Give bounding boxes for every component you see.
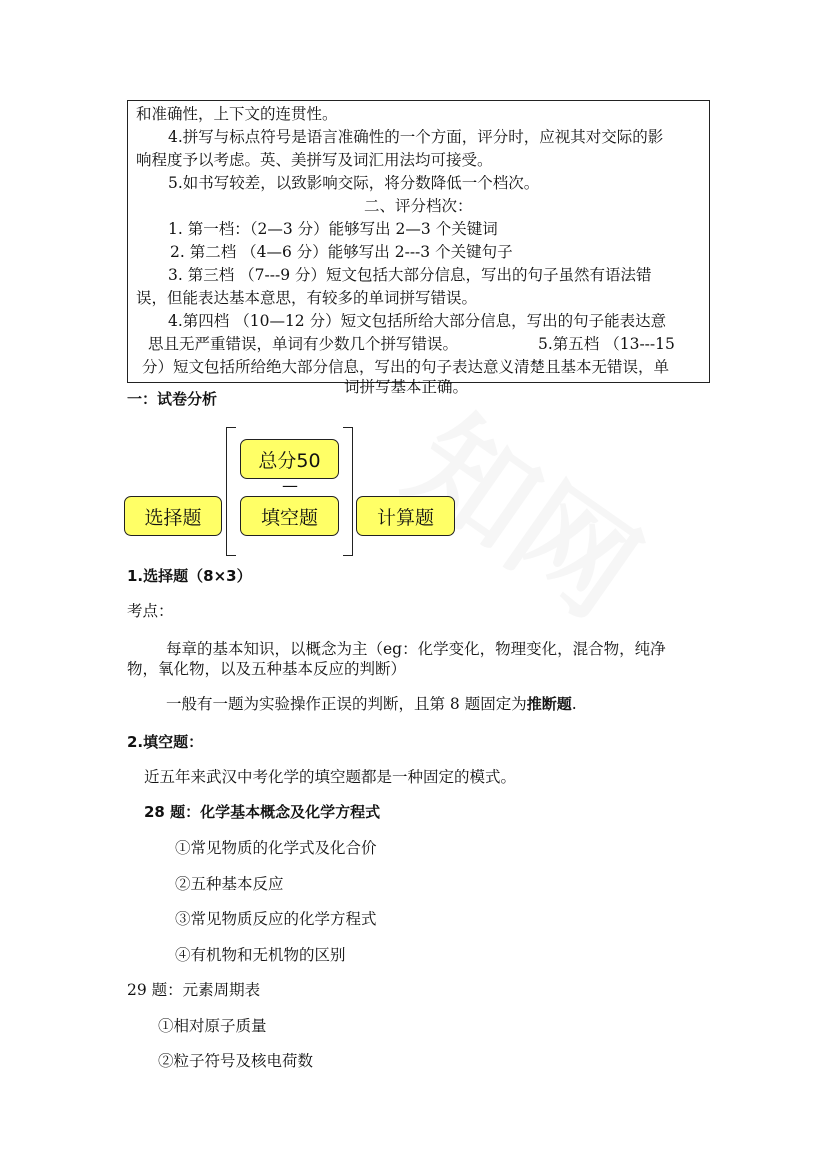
left-bracket: [226, 427, 236, 556]
q2-intro: 近五年来武汉中考化学的填空题都是一种固定的模式。: [144, 768, 517, 786]
choice-box: 选择题: [124, 496, 222, 536]
q2-title: 2.填空题：: [127, 733, 204, 751]
rubric-line: 和准确性，上下文的连贯性。: [136, 105, 338, 123]
rubric-line: 5.第五档 （13---15: [538, 335, 675, 353]
rubric-line: 误，但能表达基本意思，有较多的单词拼写错误。: [136, 289, 478, 307]
rubric-line: 词拼写基本正确。: [344, 378, 469, 396]
rubric-line: 4.第四档 （10—12 分）短文包括所给大部分信息，写出的句子能表达意: [168, 312, 667, 330]
q28-item: ②五种基本反应: [175, 875, 284, 893]
q28-title: 28 题：化学基本概念及化学方程式: [144, 803, 381, 821]
q29-item: ②粒子符号及核电荷数: [158, 1052, 314, 1070]
q1-title: 1.选择题（8×3）: [127, 567, 252, 585]
q1-para2-text: 一般有一题为实验操作正误的判断，且第 8 题固定为: [166, 695, 527, 713]
q1-kaodian: 考点：: [127, 602, 174, 620]
q28-item: ④有机物和无机物的区别: [175, 946, 346, 964]
calculation-box: 计算题: [356, 496, 455, 536]
rubric-line: 2. 第二档 （4—6 分）能够写出 2---3 个关键句子: [170, 243, 513, 261]
section-title: 一：试卷分析: [127, 390, 218, 408]
right-bracket: [343, 427, 353, 556]
rubric-line: 1. 第一档：（2—3 分）能够写出 2—3 个关键词: [168, 220, 498, 238]
q29-item: ①相对原子质量: [158, 1017, 267, 1035]
rubric-box: [127, 100, 710, 396]
q1-para2-bold: 推断题: [526, 695, 572, 713]
q1-para1-line1: 每章的基本知识，以概念为主（eg：化学变化，物理变化，混合物，纯净: [166, 640, 666, 658]
rubric-line: 5.如书写较差，以致影响交际，将分数降低一个档次。: [168, 174, 540, 192]
q29-title: 29 题：元素周期表: [127, 981, 261, 999]
rubric-heading: 二、评分档次：: [364, 197, 473, 215]
q28-item: ③常见物质反应的化学方程式: [175, 910, 377, 928]
total-score-box: 总分50: [240, 439, 339, 479]
rubric-line: 4.拼写与标点符号是语言准确性的一个方面，评分时，应视其对交际的影: [168, 128, 664, 146]
rubric-line: 思且无严重错误，单词有少数几个拼写错误。: [148, 335, 459, 353]
q28-item: ①常见物质的化学式及化合价: [175, 839, 377, 857]
rubric-line: 响程度予以考虑。英、美拼写及词汇用法均可接受。: [136, 151, 493, 169]
fill-in-box: 填空题: [240, 496, 339, 536]
q1-para2-end: .: [571, 695, 577, 713]
rubric-line: 分）短文包括所给绝大部分信息，写出的句子表达意义清楚且基本无错误，单: [142, 358, 670, 376]
q1-para2: [166, 692, 577, 714]
dash: —: [282, 476, 298, 495]
q1-para1-line2: 物，氧化物，以及五种基本反应的判断）: [127, 660, 407, 678]
rubric-line: 3. 第三档 （7---9 分）短文包括大部分信息，写出的句子虽然有语法错: [168, 266, 652, 284]
